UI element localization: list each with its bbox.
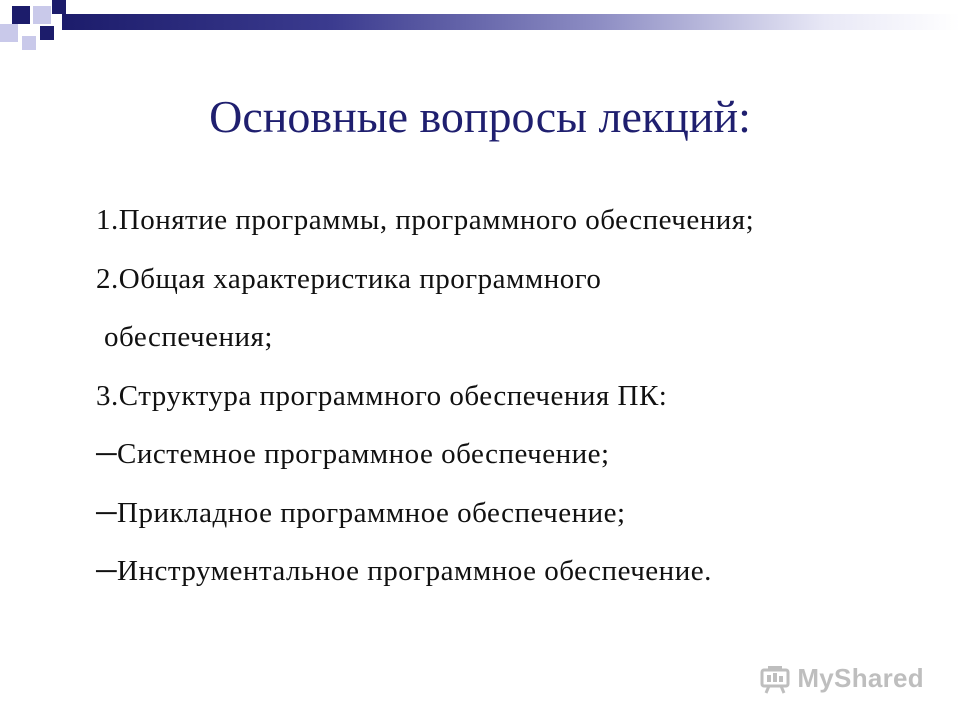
list-item: ─Системное программное обеспечение; [96,438,610,470]
lecture-topics-list [96,198,926,608]
top-gradient-bar [62,14,960,30]
watermark-text: MyShared [797,663,924,693]
list-item: обеспечения; [104,321,273,353]
list-item: 2.Общая характеристика программного [96,262,602,295]
presentation-board-icon [759,664,791,694]
decor-square [12,6,30,24]
decorative-squares [0,0,80,64]
list-item: 1.Понятие программы, программного обеспечения; [96,204,755,236]
watermark [759,663,924,694]
decor-square [40,26,54,40]
list-item: ─Прикладное программное обеспечение; [96,496,626,529]
decor-square [0,24,18,42]
slide-title: Основные вопросы лекций: [209,91,751,142]
decor-square [33,6,51,24]
decor-square [52,0,66,14]
decor-square [22,36,36,50]
list-item: ─Инструментальное программное обеспечение. [96,555,712,587]
list-item: 3.Структура программного обеспечения ПК: [96,379,668,412]
